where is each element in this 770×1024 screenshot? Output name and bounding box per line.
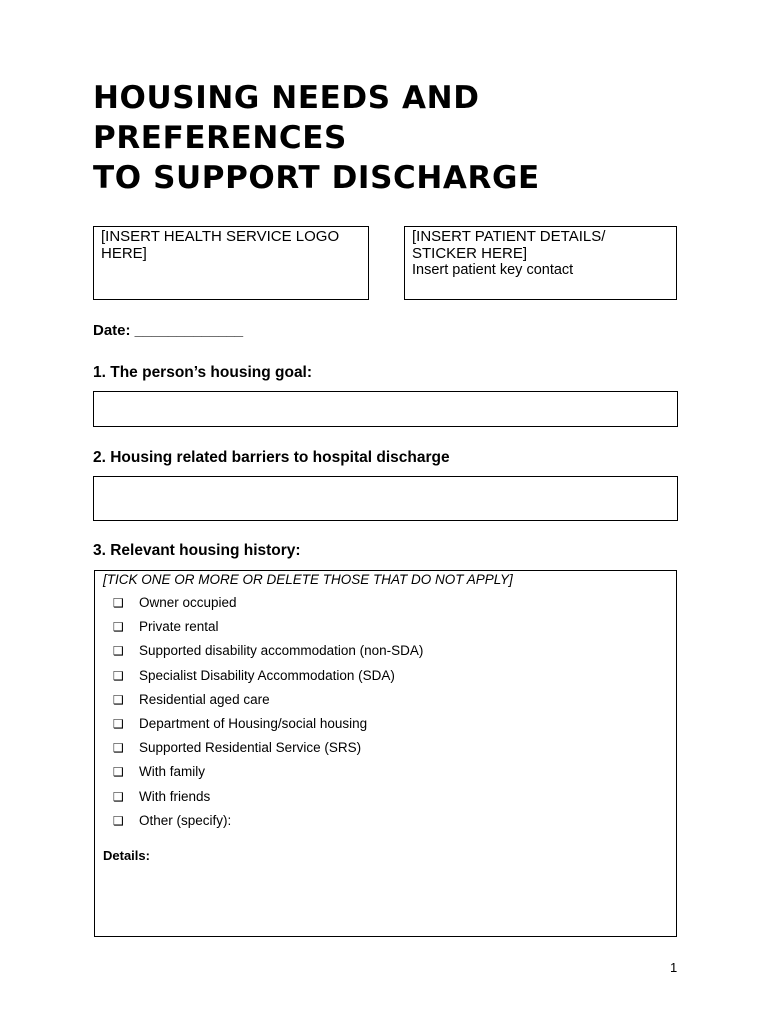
history-instruction: [TICK ONE OR MORE OR DELETE THOSE THAT DO NOT APPLY] [103, 572, 513, 587]
checkbox-icon[interactable]: ❑ [113, 765, 124, 780]
option-social-housing[interactable] [113, 716, 423, 740]
option-label: Department of Housing/social housing [139, 715, 368, 731]
housing-goal-input[interactable] [93, 391, 678, 427]
option-other-specify[interactable] [113, 813, 423, 837]
option-supported-disability-accommodation[interactable] [113, 643, 423, 667]
checkbox-icon[interactable]: ❑ [113, 692, 124, 707]
checkbox-icon[interactable]: ❑ [113, 644, 124, 659]
details-label: Details: [103, 848, 150, 863]
checkbox-icon[interactable]: ❑ [113, 741, 124, 756]
option-label: Residential aged care [139, 691, 270, 707]
title-line-3: TO SUPPORT DISCHARGE [93, 160, 540, 196]
housing-goal-heading: 1. The person’s housing goal: [93, 364, 313, 381]
option-owner-occupied[interactable] [113, 595, 423, 619]
health-service-logo-box[interactable] [93, 226, 369, 300]
housing-history-heading: 3. Relevant housing history: [93, 542, 301, 559]
logo-placeholder-text: [INSERT HEALTH SERVICE LOGO HERE] [101, 228, 340, 262]
option-with-family[interactable] [113, 764, 423, 788]
checkbox-icon[interactable]: ❑ [113, 789, 124, 804]
housing-history-options [113, 595, 423, 837]
checkbox-icon[interactable]: ❑ [113, 596, 124, 610]
checkbox-icon[interactable]: ❑ [113, 716, 124, 731]
title-line-2: PREFERENCES [93, 120, 347, 156]
option-private-rental[interactable] [113, 619, 423, 643]
option-label: Other (specify): [139, 812, 232, 828]
title-line-1: HOUSING NEEDS AND [93, 80, 480, 116]
page-number: 1 [670, 960, 678, 975]
option-supported-residential-service[interactable] [113, 740, 423, 764]
option-label: With friends [139, 788, 211, 804]
patient-key-contact-text: Insert patient key contact [412, 262, 574, 278]
option-label: Supported Residential Service (SRS) [139, 740, 362, 756]
option-residential-aged-care[interactable] [113, 692, 423, 716]
checkbox-icon[interactable]: ❑ [113, 620, 124, 635]
option-label: Supported disability accommodation (non-SDA) [139, 643, 424, 659]
option-label: Owner occupied [139, 595, 237, 610]
checkbox-icon[interactable]: ❑ [113, 813, 124, 828]
housing-history-box [94, 570, 677, 937]
patient-details-placeholder-text: [INSERT PATIENT DETAILS/ STICKER HERE] [412, 228, 606, 262]
date-field[interactable]: Date: _____________ [93, 322, 244, 339]
housing-barriers-input[interactable] [93, 476, 678, 521]
patient-details-box[interactable] [404, 226, 677, 300]
checkbox-icon[interactable]: ❑ [113, 668, 124, 683]
option-label: Private rental [139, 619, 219, 635]
option-with-friends[interactable] [113, 789, 423, 813]
option-specialist-disability-accommodation[interactable] [113, 668, 423, 692]
housing-barriers-heading: 2. Housing related barriers to hospital discharge [93, 449, 450, 466]
option-label: With family [139, 764, 206, 780]
option-label: Specialist Disability Accommodation (SDA) [139, 667, 395, 683]
page-title [93, 78, 693, 198]
